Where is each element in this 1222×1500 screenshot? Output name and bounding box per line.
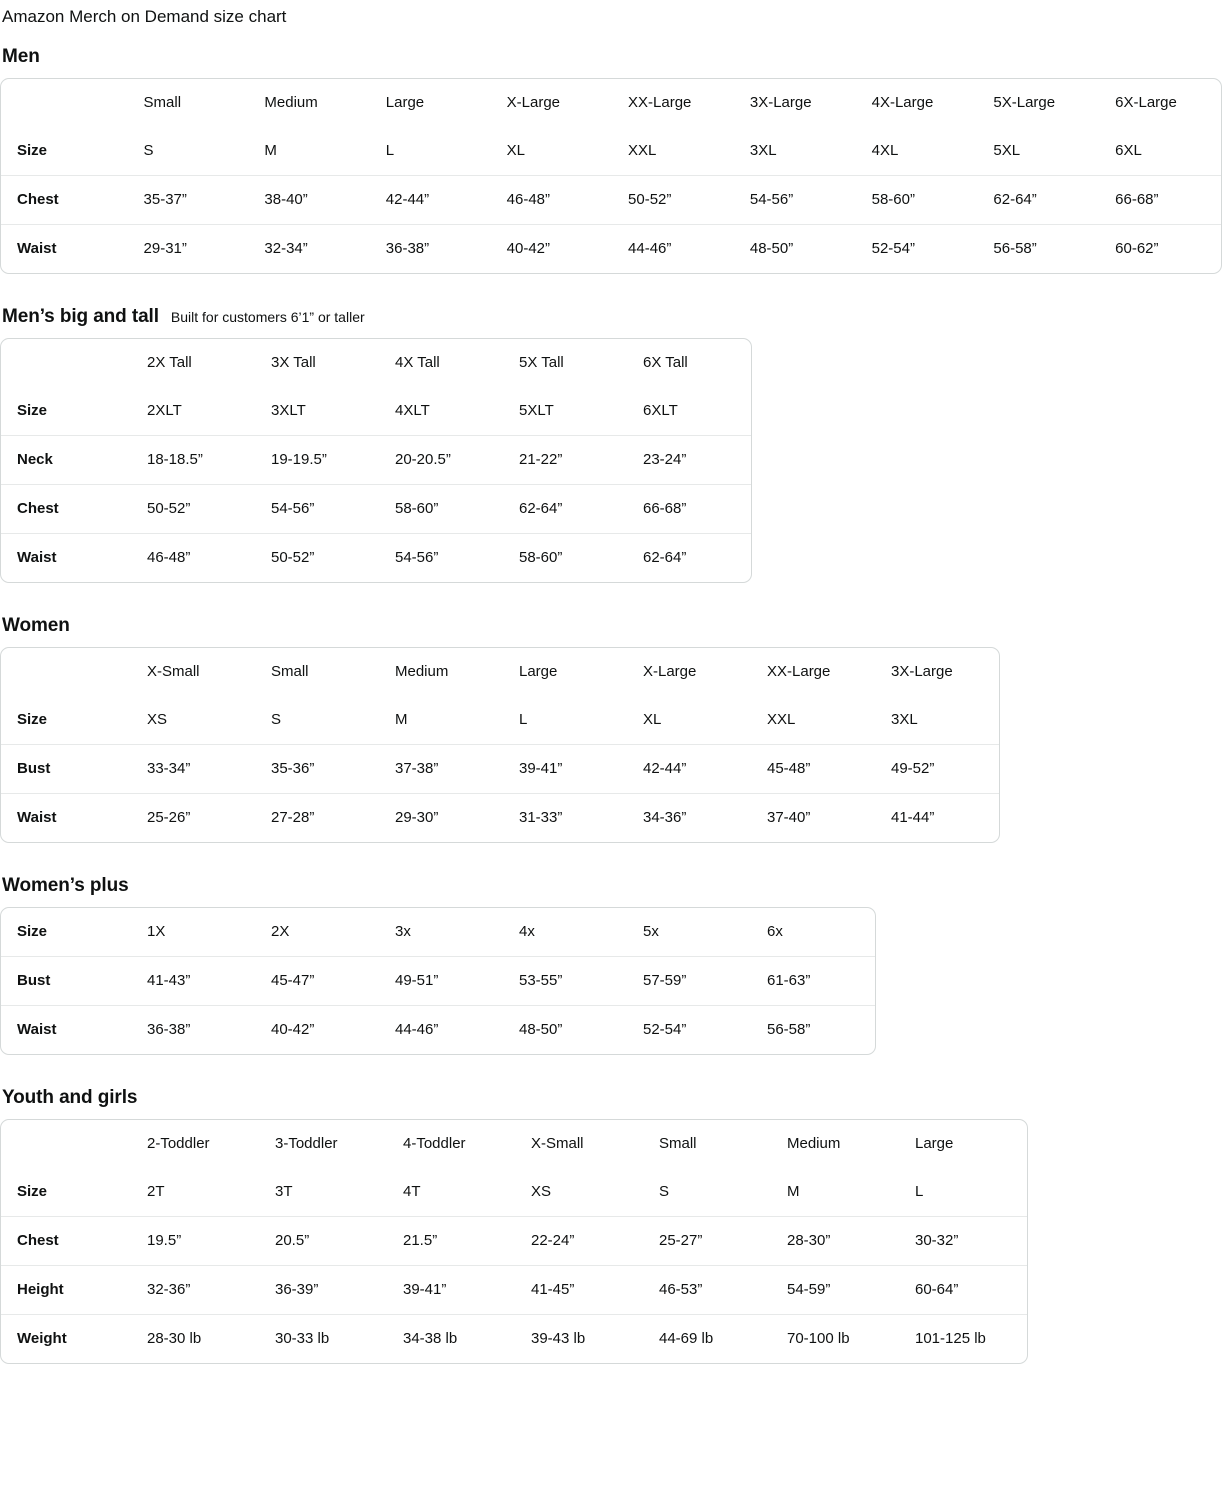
row-header: Neck — [1, 436, 131, 485]
table-cell: XS — [131, 696, 255, 745]
table-cell: 27-28” — [271, 809, 315, 827]
table-cell: 46-48” — [147, 549, 191, 567]
column-header: Large — [915, 1135, 954, 1153]
table-row — [1, 225, 1221, 273]
table-row — [1, 1315, 1027, 1363]
size-table-youth-and-girls — [0, 1119, 1028, 1364]
table-cell: 2T — [131, 1168, 259, 1217]
column-header: 5X Tall — [519, 354, 564, 372]
table-cell: 61-63” — [751, 957, 875, 1006]
column-header: 6X Tall — [643, 354, 688, 372]
row-header: Size — [1, 1168, 131, 1217]
table-cell: 32-34” — [264, 240, 308, 258]
header-corner-cell — [1, 79, 128, 127]
table-cell: XS — [515, 1168, 643, 1217]
table-cell: 60-64” — [899, 1266, 1027, 1315]
row-header: Waist — [17, 240, 57, 258]
size-table-women — [0, 647, 1000, 843]
table-cell: 21-22” — [503, 436, 627, 485]
table-cell: 58-60” — [856, 176, 978, 225]
row-header: Chest — [1, 176, 128, 225]
table-cell: 34-36” — [643, 809, 687, 827]
table-row — [1, 1266, 1027, 1315]
table-cell: S — [643, 1168, 771, 1217]
table-cell: 53-55” — [503, 957, 627, 1006]
table-cell: 30-32” — [899, 1217, 1027, 1266]
table-cell: 6x — [751, 908, 875, 957]
table-row — [1, 794, 999, 842]
page-title: Amazon Merch on Demand size chart — [2, 7, 287, 26]
table-row — [1, 908, 875, 957]
table-cell: L — [899, 1168, 1027, 1217]
table-cell: 36-38” — [147, 1021, 191, 1039]
table-cell: 57-59” — [627, 957, 751, 1006]
table-cell: 33-34” — [131, 745, 255, 794]
table-cell: 2XLT — [131, 387, 255, 436]
row-header: Weight — [17, 1330, 67, 1348]
table-cell: 49-52” — [875, 745, 999, 794]
column-header: 4X Tall — [395, 354, 440, 372]
table-cell: 3XL — [734, 127, 856, 176]
table-cell: 50-52” — [271, 549, 315, 567]
row-header: Size — [1, 127, 128, 176]
column-header: Medium — [264, 94, 318, 112]
table-cell: 32-36” — [131, 1266, 259, 1315]
table-cell: 41-45” — [515, 1266, 643, 1315]
table-cell: 39-43 lb — [531, 1330, 586, 1348]
section-women — [0, 615, 1222, 843]
table-cell: 45-47” — [255, 957, 379, 1006]
table-cell: 48-50” — [749, 240, 794, 258]
table-cell: 37-40” — [767, 809, 811, 827]
table-cell: 54-56” — [255, 485, 379, 534]
table-header-row — [1, 339, 751, 387]
table-cell: M — [248, 127, 369, 176]
column-header: X-Small — [147, 663, 200, 681]
table-cell: 35-36” — [255, 745, 379, 794]
section-title: Youth and girls — [2, 1087, 138, 1109]
table-cell: 4x — [503, 908, 627, 957]
table-cell: 28-30” — [771, 1217, 899, 1266]
table-cell: 56-58” — [993, 240, 1037, 258]
table-cell: 25-27” — [643, 1217, 771, 1266]
column-header: 6X-Large — [1115, 94, 1177, 112]
section-mens-big-and-tall — [0, 306, 1222, 583]
table-cell: 30-33 lb — [275, 1330, 330, 1348]
section-heading — [2, 46, 1222, 68]
table-cell: 3XLT — [255, 387, 379, 436]
section-youth-and-girls — [0, 1087, 1222, 1364]
section-heading — [2, 306, 1222, 328]
table-cell: 52-54” — [643, 1021, 687, 1039]
table-cell: 21.5” — [387, 1217, 515, 1266]
table-cell: 20.5” — [259, 1217, 387, 1266]
column-header: X-Small — [531, 1135, 584, 1153]
table-cell: 29-31” — [143, 240, 187, 258]
table-cell: 40-42” — [271, 1021, 315, 1039]
row-header: Size — [1, 696, 131, 745]
table-cell: 50-52” — [612, 176, 734, 225]
table-cell: 34-38 lb — [403, 1330, 458, 1348]
row-header: Waist — [17, 1021, 57, 1039]
table-cell: 46-53” — [643, 1266, 771, 1315]
table-cell: 4XLT — [379, 387, 503, 436]
table-cell: 18-18.5” — [131, 436, 255, 485]
table-cell: 62-64” — [977, 176, 1099, 225]
section-heading — [2, 875, 1222, 897]
table-cell: 44-69 lb — [659, 1330, 714, 1348]
table-cell: 70-100 lb — [787, 1330, 850, 1348]
row-header: Bust — [1, 957, 131, 1006]
table-cell: 41-44” — [891, 809, 935, 827]
sections-container — [0, 46, 1222, 1364]
table-cell: 44-46” — [395, 1021, 439, 1039]
column-header: Medium — [395, 663, 449, 681]
section-title: Men’s big and tall — [2, 306, 159, 328]
row-header: Waist — [17, 549, 57, 567]
section-womens-plus — [0, 875, 1222, 1055]
table-cell: L — [370, 127, 491, 176]
table-cell: XL — [627, 696, 751, 745]
column-header: Small — [271, 663, 309, 681]
table-cell: 3x — [379, 908, 503, 957]
column-header: XX-Large — [628, 94, 692, 112]
table-cell: 42-44” — [370, 176, 491, 225]
table-cell: 4XL — [856, 127, 978, 176]
header-corner-cell — [1, 339, 131, 387]
table-cell: 37-38” — [379, 745, 503, 794]
table-cell: S — [128, 127, 249, 176]
table-cell: 3XL — [875, 696, 999, 745]
row-header: Waist — [17, 809, 57, 827]
section-title: Women’s plus — [2, 875, 129, 897]
table-cell: 6XLT — [627, 387, 751, 436]
table-cell: 6XL — [1099, 127, 1221, 176]
row-header: Size — [1, 387, 131, 436]
table-cell: M — [379, 696, 503, 745]
table-cell: 54-56” — [395, 549, 439, 567]
table-cell: 40-42” — [506, 240, 551, 258]
table-cell: XXL — [751, 696, 875, 745]
table-cell: 36-39” — [259, 1266, 387, 1315]
column-header: 4-Toddler — [403, 1135, 466, 1153]
table-cell: 66-68” — [627, 485, 751, 534]
column-header: Small — [143, 94, 182, 112]
table-row — [1, 1217, 1027, 1266]
column-header: Medium — [787, 1135, 841, 1153]
section-note: Built for customers 6’1” or taller — [170, 309, 365, 326]
table-cell: 5x — [627, 908, 751, 957]
table-cell: S — [255, 696, 379, 745]
table-row — [1, 534, 751, 582]
table-cell: 2X — [255, 908, 379, 957]
table-cell: 22-24” — [515, 1217, 643, 1266]
table-row — [1, 957, 875, 1006]
column-header: Small — [659, 1135, 697, 1153]
column-header: 2X Tall — [147, 354, 192, 372]
row-header: Size — [1, 908, 131, 957]
table-cell: 58-60” — [519, 549, 563, 567]
table-cell: 1X — [131, 908, 255, 957]
table-cell: L — [503, 696, 627, 745]
row-header: Chest — [1, 485, 131, 534]
table-cell: 58-60” — [379, 485, 503, 534]
table-cell: 39-41” — [387, 1266, 515, 1315]
header-corner-cell — [1, 648, 131, 696]
table-cell: 49-51” — [379, 957, 503, 1006]
table-row — [1, 696, 999, 745]
table-cell: 101-125 lb — [915, 1330, 986, 1348]
table-cell: 39-41” — [503, 745, 627, 794]
table-header-row — [1, 79, 1221, 127]
table-row — [1, 127, 1221, 176]
column-header: 4X-Large — [871, 94, 934, 112]
table-cell: 19.5” — [131, 1217, 259, 1266]
table-cell: 3T — [259, 1168, 387, 1217]
section-title: Men — [2, 46, 40, 68]
column-header: 3X-Large — [749, 94, 812, 112]
column-header: 3X Tall — [271, 354, 316, 372]
column-header: 3-Toddler — [275, 1135, 338, 1153]
table-cell: 4T — [387, 1168, 515, 1217]
table-row — [1, 176, 1221, 225]
table-cell: 38-40” — [248, 176, 369, 225]
table-cell: 25-26” — [147, 809, 191, 827]
table-cell: 52-54” — [871, 240, 915, 258]
table-cell: 5XL — [977, 127, 1099, 176]
table-cell: 35-37” — [128, 176, 249, 225]
table-cell: 20-20.5” — [379, 436, 503, 485]
table-cell: 60-62” — [1115, 240, 1159, 258]
table-cell: 48-50” — [519, 1021, 563, 1039]
column-header: X-Large — [643, 663, 697, 681]
table-cell: 28-30 lb — [147, 1330, 202, 1348]
column-header: Large — [385, 94, 425, 112]
header-corner-cell — [1, 1120, 131, 1168]
table-row — [1, 745, 999, 794]
row-header: Height — [1, 1266, 131, 1315]
table-cell: M — [771, 1168, 899, 1217]
table-cell: 19-19.5” — [255, 436, 379, 485]
section-heading — [2, 615, 1222, 637]
table-row — [1, 436, 751, 485]
table-cell: 45-48” — [751, 745, 875, 794]
table-cell: 54-56” — [734, 176, 856, 225]
table-cell: 31-33” — [519, 809, 563, 827]
column-header: 5X-Large — [993, 94, 1056, 112]
table-cell: 29-30” — [395, 809, 439, 827]
table-cell: XL — [491, 127, 612, 176]
table-header-row — [1, 1120, 1027, 1168]
table-cell: 50-52” — [131, 485, 255, 534]
table-cell: 56-58” — [767, 1021, 811, 1039]
column-header: X-Large — [506, 94, 561, 112]
table-cell: 44-46” — [628, 240, 672, 258]
table-row — [1, 1168, 1027, 1217]
row-header: Bust — [1, 745, 131, 794]
table-cell: 42-44” — [627, 745, 751, 794]
table-cell: 23-24” — [627, 436, 751, 485]
table-cell: 5XLT — [503, 387, 627, 436]
table-cell: 41-43” — [131, 957, 255, 1006]
table-cell: 62-64” — [503, 485, 627, 534]
table-cell: 46-48” — [491, 176, 612, 225]
section-title: Women — [2, 615, 70, 637]
section-men — [0, 46, 1222, 274]
row-header: Chest — [1, 1217, 131, 1266]
column-header: Large — [519, 663, 558, 681]
column-header: 2-Toddler — [147, 1135, 210, 1153]
table-row — [1, 387, 751, 436]
size-table-womens-plus — [0, 907, 876, 1055]
column-header: XX-Large — [767, 663, 831, 681]
table-cell: XXL — [612, 127, 734, 176]
table-row — [1, 485, 751, 534]
column-header: 3X-Large — [891, 663, 953, 681]
table-cell: 36-38” — [385, 240, 430, 258]
size-table-men — [0, 78, 1222, 274]
size-table-mens-big-and-tall — [0, 338, 752, 583]
table-cell: 62-64” — [643, 549, 687, 567]
table-row — [1, 1006, 875, 1054]
section-heading — [2, 1087, 1222, 1109]
table-cell: 54-59” — [771, 1266, 899, 1315]
table-header-row — [1, 648, 999, 696]
table-cell: 66-68” — [1099, 176, 1221, 225]
